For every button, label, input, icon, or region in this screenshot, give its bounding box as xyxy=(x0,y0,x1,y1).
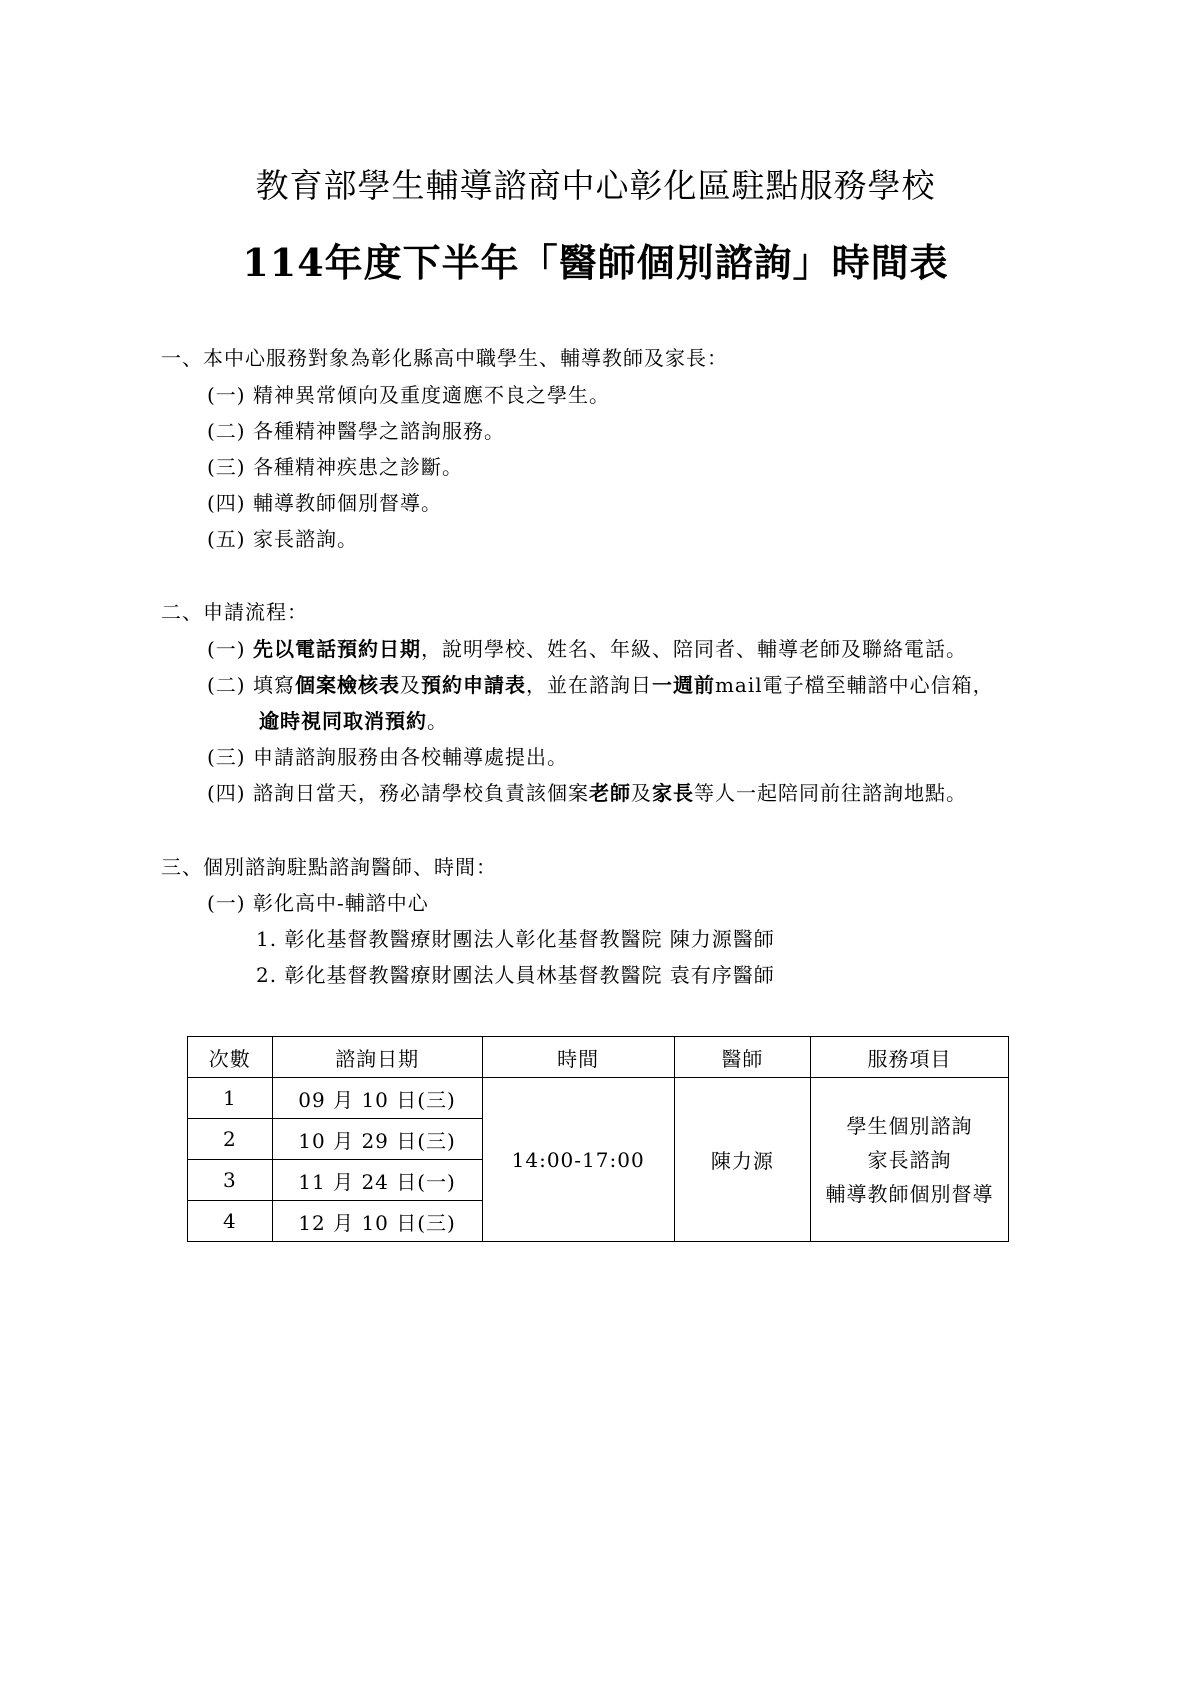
cell-time: 14:00-17:00 xyxy=(482,1078,674,1242)
section1-item: (三) 各種精神疾患之診斷。 xyxy=(207,455,463,479)
header-service: 服務項目 xyxy=(811,1037,1009,1078)
item-prefix: (四) 諮詢日當天，務必請學校負責該個案 xyxy=(207,781,589,805)
item-text: 及 xyxy=(630,781,652,805)
emphasis-text: 家長 xyxy=(651,781,694,805)
table-header-row xyxy=(188,1037,1009,1078)
doctor-entry: 1. 彰化基督教醫療財團法人彰化基督教醫院 陳力源醫師 xyxy=(256,927,775,951)
cell-doctor: 陳力源 xyxy=(674,1078,810,1242)
emphasis-text: 先以電話預約日期 xyxy=(252,637,421,661)
item-text: 及 xyxy=(399,673,421,697)
schedule-table xyxy=(187,1036,1009,1242)
header-doctor: 醫師 xyxy=(674,1037,810,1078)
section2-item-4 xyxy=(207,777,967,806)
section2-item-3: (三) 申請諮詢服務由各校輔導處提出。 xyxy=(207,745,568,769)
cell-date: 12 月 10 日(三) xyxy=(272,1201,482,1242)
cell-count: 3 xyxy=(188,1160,273,1201)
section2-item-2 xyxy=(207,669,994,698)
page-subtitle: 114年度下半年「醫師個別諮詢」時間表 xyxy=(242,240,949,285)
item-text: ，並在諮詢日 xyxy=(525,673,652,697)
item-text: mail電子檔至輔諮中心信箱， xyxy=(714,673,994,697)
cell-count: 4 xyxy=(188,1201,273,1242)
service-item: 學生個別諮詢 xyxy=(846,1113,973,1138)
cell-date: 11 月 24 日(一) xyxy=(272,1160,482,1201)
cell-date: 10 月 29 日(三) xyxy=(272,1119,482,1160)
emphasis-text: 老師 xyxy=(588,781,631,805)
section1-item: (一) 精神異常傾向及重度適應不良之學生。 xyxy=(207,383,610,407)
doctor-entry: 2. 彰化基督教醫療財團法人員林基督教醫院 袁有序醫師 xyxy=(256,963,775,987)
section3-heading: 三、個別諮詢駐點諮詢醫師、時間： xyxy=(161,855,497,879)
item-text: ，說明學校、姓名、年級、陪同者、輔導老師及聯絡電話。 xyxy=(420,637,967,661)
section2-heading: 二、申請流程： xyxy=(161,600,308,624)
header-count: 次數 xyxy=(188,1037,273,1078)
item-text: 等人一起陪同前往諮詢地點。 xyxy=(693,781,967,805)
cell-count: 1 xyxy=(188,1078,273,1119)
item-text: 。 xyxy=(427,709,448,733)
cell-services xyxy=(811,1078,1009,1242)
section1-heading: 一、本中心服務對象為彰化縣高中職學生、輔導教師及家長： xyxy=(161,346,728,370)
table-row xyxy=(188,1078,1009,1119)
section1-item: (二) 各種精神醫學之諮詢服務。 xyxy=(207,419,505,443)
section2-item-1 xyxy=(207,633,967,662)
section1-item: (四) 輔導教師個別督導。 xyxy=(207,491,442,515)
cell-date: 09 月 10 日(三) xyxy=(272,1078,482,1119)
section3-location: (一) 彰化高中-輔諮中心 xyxy=(207,891,429,915)
emphasis-text: 一週前 xyxy=(651,673,715,697)
emphasis-text: 預約申請表 xyxy=(420,673,526,697)
header-date: 諮詢日期 xyxy=(272,1037,482,1078)
section1-item: (五) 家長諮詢。 xyxy=(207,527,358,551)
cell-count: 2 xyxy=(188,1119,273,1160)
service-item: 輔導教師個別督導 xyxy=(825,1181,994,1206)
emphasis-text: 逾時視同取消預約 xyxy=(259,709,427,733)
service-item: 家長諮詢 xyxy=(867,1147,952,1172)
item-prefix: (二) 填寫 xyxy=(207,673,295,697)
page-title: 教育部學生輔導諮商中心彰化區駐點服務學校 xyxy=(255,166,936,205)
header-time: 時間 xyxy=(482,1037,674,1078)
emphasis-text: 個案檢核表 xyxy=(294,673,400,697)
section2-item-2-continued xyxy=(259,705,448,734)
item-prefix: (一) xyxy=(207,637,253,661)
